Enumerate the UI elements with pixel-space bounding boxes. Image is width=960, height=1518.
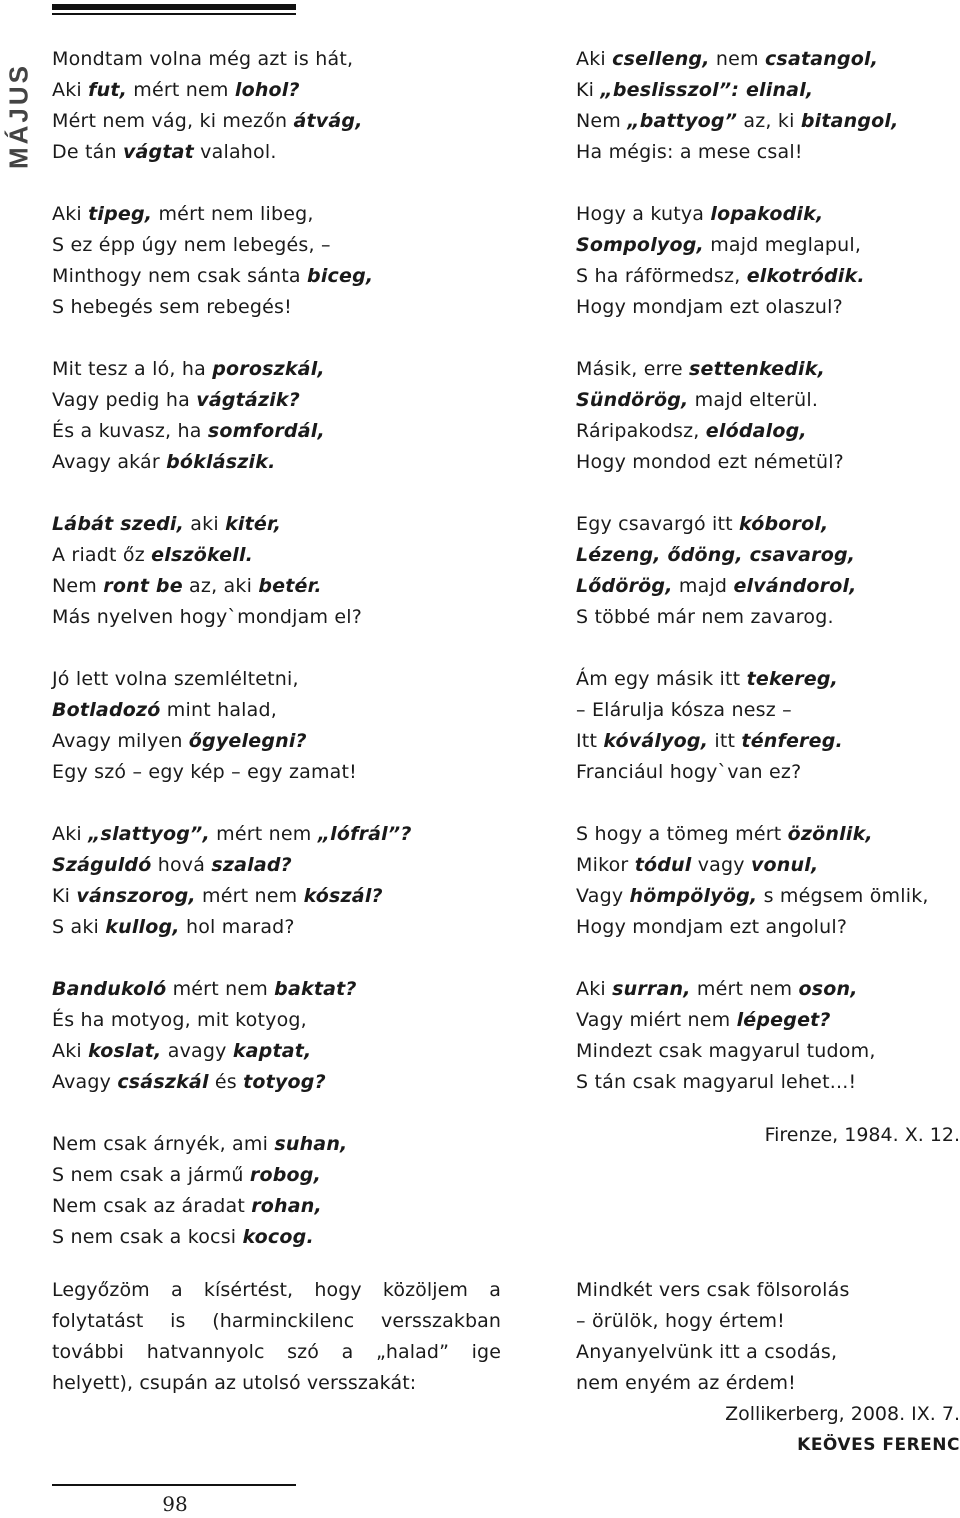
- emphasized-word: kaptat,: [232, 1040, 312, 1062]
- emphasized-word: tekereg,: [746, 668, 839, 690]
- emphasized-word: Száguldó: [52, 854, 152, 876]
- poem-line: Aki „slattyog”, mért nem „lófrál”?: [52, 823, 412, 845]
- poem-line: Nem csak árnyék, ami suhan,: [52, 1133, 348, 1155]
- poem-line: Avagy császkál és totyog?: [52, 1071, 326, 1093]
- poem-line: Ki „beslisszol”: elinal,: [576, 79, 814, 101]
- poem-line: nem enyém az érdem!: [576, 1372, 796, 1394]
- first-dateline: Firenze, 1984. X. 12.: [764, 1124, 960, 1146]
- poem-line: Vagy miért nem lépeget?: [576, 1009, 831, 1031]
- poem-line: Aki koslat, avagy kaptat,: [52, 1040, 312, 1062]
- emphasized-word: lépeget?: [736, 1009, 831, 1031]
- emphasized-word: hömpölyög,: [629, 885, 758, 907]
- stanza: [576, 44, 960, 168]
- emphasized-word: lopakodik,: [710, 203, 824, 225]
- emphasized-word: kocog.: [242, 1226, 314, 1248]
- poem-line: – örülök, hogy értem!: [576, 1310, 785, 1332]
- emphasized-word: vonul,: [750, 854, 819, 876]
- poem-line: S ha ráförmedsz, elkotródik.: [576, 265, 865, 287]
- stanza: [576, 664, 960, 788]
- poem-line: Száguldó hová szalad?: [52, 854, 292, 876]
- emphasized-word: vágtat: [122, 141, 194, 163]
- poem-line: Anyanyelvünk itt a csodás,: [576, 1341, 838, 1363]
- poem-line: Jó lett volna szemléltetni,: [52, 668, 299, 690]
- poem-line: Avagy akár bóklászik.: [52, 451, 276, 473]
- emphasized-word: kóvályog,: [603, 730, 709, 752]
- poem-line: S aki kullog, hol marad?: [52, 916, 295, 938]
- author-name: KEÖVES FERENC: [797, 1435, 960, 1455]
- stanza: [52, 819, 512, 943]
- emphasized-word: Bandukoló: [52, 978, 167, 1000]
- emphasized-word: „beslisszol”: elinal,: [600, 79, 814, 101]
- emphasized-word: Lézeng, ődöng, csavarog,: [576, 544, 856, 566]
- poem-line: Ha mégis: a mese csal!: [576, 141, 803, 163]
- emphasized-word: átvág,: [293, 110, 363, 132]
- stanza: [576, 509, 960, 633]
- poem-line: Lődörög, majd elvándorol,: [576, 575, 857, 597]
- poem-line: Botladozó mint halad,: [52, 699, 277, 721]
- emphasized-word: kullog,: [105, 916, 180, 938]
- poem-line: S hogy a tömeg mért özönlik,: [576, 823, 873, 845]
- stanza: [576, 819, 960, 943]
- emphasized-word: betér.: [258, 575, 322, 597]
- poem-left-column: [52, 44, 512, 1284]
- page-number: 98: [162, 1492, 188, 1516]
- poem-line: Bandukoló mért nem baktat?: [52, 978, 357, 1000]
- poem-line: S hebegés sem rebegés!: [52, 296, 292, 318]
- poem-line: Aki cselleng, nem csatangol,: [576, 48, 879, 70]
- top-rule-thin: [52, 13, 296, 15]
- poem-line: Nem „battyog” az, ki bitangol,: [576, 110, 899, 132]
- poem-line: Sompolyog, majd meglapul,: [576, 234, 862, 256]
- emphasized-word: ront be: [103, 575, 183, 597]
- emphasized-word: robog,: [249, 1164, 321, 1186]
- poem-line: Ráripakodsz, elódalog,: [576, 420, 807, 442]
- poem-line: Itt kóvályog, itt ténfereg.: [576, 730, 843, 752]
- poem-right-column: [576, 44, 960, 1129]
- stanza: [576, 974, 960, 1098]
- emphasized-word: „lófrál”?: [317, 823, 412, 845]
- emphasized-word: őgyelegni?: [188, 730, 307, 752]
- emphasized-word: elszökell.: [151, 544, 254, 566]
- emphasized-word: tipeg,: [88, 203, 153, 225]
- emphasized-word: bóklászik.: [166, 451, 276, 473]
- poem-line: S nem csak a kocsi kocog.: [52, 1226, 314, 1248]
- poem-line: Mindkét vers csak fölsorolás: [576, 1279, 850, 1301]
- emphasized-word: kószál?: [303, 885, 383, 907]
- poem-line: Vagy pedig ha vágtázik?: [52, 389, 300, 411]
- second-dateline: Zollikerberg, 2008. IX. 7.: [725, 1403, 960, 1425]
- month-label-text: MÁJUS: [3, 62, 34, 170]
- poem-line: S nem csak a jármű robog,: [52, 1164, 321, 1186]
- poem-line: – Elárulja kósza nesz –: [576, 699, 792, 721]
- final-stanza-lines: [576, 1275, 960, 1399]
- emphasized-word: suhan,: [274, 1133, 348, 1155]
- poem-line: [576, 540, 960, 571]
- poem-line: Lábát szedi, aki kitér,: [52, 513, 282, 535]
- poem-line: Mindezt csak magyarul tudom,: [576, 1040, 876, 1062]
- emphasized-word: kóborol,: [739, 513, 829, 535]
- poem-line: És ha motyog, mit kotyog,: [52, 1009, 307, 1031]
- stanza: [52, 1129, 512, 1253]
- poem-line: Nem ront be az, aki betér.: [52, 575, 322, 597]
- emphasized-word: özönlik,: [787, 823, 873, 845]
- poem-line: Mondtam volna még azt is hát,: [52, 48, 354, 70]
- emphasized-word: szalad?: [211, 854, 292, 876]
- emphasized-word: Lődörög,: [576, 575, 673, 597]
- poem-line: A riadt őz elszökell.: [52, 544, 254, 566]
- emphasized-word: totyog?: [243, 1071, 326, 1093]
- stanza: [52, 509, 512, 633]
- emphasized-word: biceg,: [307, 265, 374, 287]
- poem-line: Vagy hömpölyög, s mégsem ömlik,: [576, 885, 929, 907]
- stanza: [576, 354, 960, 478]
- poem-line: S tán csak magyarul lehet...!: [576, 1071, 857, 1093]
- emphasized-word: Lábát szedi,: [52, 513, 185, 535]
- poem-line: Avagy milyen őgyelegni?: [52, 730, 307, 752]
- bottom-rule: [52, 1484, 296, 1486]
- poem-line: Hogy mondjam ezt angolul?: [576, 916, 848, 938]
- emphasized-word: rohan,: [251, 1195, 322, 1217]
- emphasized-word: oson,: [798, 978, 858, 1000]
- emphasized-word: Sompolyog,: [576, 234, 704, 256]
- poem-line: Hogy mondod ezt németül?: [576, 451, 844, 473]
- emphasized-word: surran,: [612, 978, 691, 1000]
- poem-line: Hogy mondjam ezt olaszul?: [576, 296, 843, 318]
- emphasized-word: elvándorol,: [733, 575, 857, 597]
- emphasized-word: tódul: [634, 854, 692, 876]
- poem-line: Mért nem vág, ki mezőn átvág,: [52, 110, 363, 132]
- emphasized-word: kitér,: [225, 513, 282, 535]
- emphasized-word: Sündörög,: [576, 389, 689, 411]
- poem-line: Mit tesz a ló, ha poroszkál,: [52, 358, 325, 380]
- emphasized-word: csatangol,: [764, 48, 879, 70]
- poem-line: Nem csak az áradat rohan,: [52, 1195, 322, 1217]
- emphasized-word: baktat?: [274, 978, 357, 1000]
- poem-line: Egy szó – egy kép – egy zamat!: [52, 761, 357, 783]
- poem-line: Másik, erre settenkedik,: [576, 358, 825, 380]
- emphasized-word: cselleng,: [612, 48, 710, 70]
- poem-line: Aki surran, mért nem oson,: [576, 978, 858, 1000]
- emphasized-word: Botladozó: [52, 699, 161, 721]
- poem-line: Aki fut, mért nem lohol?: [52, 79, 300, 101]
- emphasized-word: ténfereg.: [741, 730, 843, 752]
- emphasized-word: vánszorog,: [76, 885, 196, 907]
- emphasized-word: lohol?: [234, 79, 300, 101]
- stanza: [52, 974, 512, 1098]
- first-dateline-wrap: [576, 1120, 960, 1151]
- emphasized-word: poroszkál,: [212, 358, 325, 380]
- poem-line: Mikor tódul vagy vonul,: [576, 854, 819, 876]
- poem-line: Más nyelven hogy`mondjam el?: [52, 606, 363, 628]
- emphasized-word: elkotródik.: [746, 265, 865, 287]
- month-label: [1, 46, 37, 186]
- stanza: [52, 354, 512, 478]
- top-rule-thick: [52, 4, 296, 10]
- poem-line: Sündörög, majd elterül.: [576, 389, 819, 411]
- emphasized-word: vágtázik?: [196, 389, 300, 411]
- stanza: [52, 44, 512, 168]
- poem-line: Hogy a kutya lopakodik,: [576, 203, 824, 225]
- emphasized-word: „slattyog”,: [88, 823, 210, 845]
- poem-line: Egy csavargó itt kóborol,: [576, 513, 829, 535]
- stanza: [52, 664, 512, 788]
- emphasized-word: koslat,: [88, 1040, 162, 1062]
- poem-line: Ám egy másik itt tekereg,: [576, 668, 839, 690]
- poem-line: Ki vánszorog, mért nem kószál?: [52, 885, 383, 907]
- poem-line: És a kuvasz, ha somfordál,: [52, 420, 325, 442]
- emphasized-word: „battyog”: [627, 110, 738, 132]
- poem-line: De tán vágtat valahol.: [52, 141, 277, 163]
- prose-paragraph: Legyőzöm a kísértést, hogy közöljem a folytatást is (harminckilenc versszakban további hatvannyolc szó a „halad” ige helyett), csupán az utolsó versszakát:: [52, 1279, 501, 1394]
- poem-line: Minthogy nem csak sánta biceg,: [52, 265, 374, 287]
- emphasized-word: császkál: [117, 1071, 209, 1093]
- stanza: [576, 199, 960, 323]
- poem-line: S ez épp úgy nem lebegés, –: [52, 234, 331, 256]
- emphasized-word: elódalog,: [705, 420, 807, 442]
- emphasized-word: settenkedik,: [689, 358, 825, 380]
- final-stanza: [576, 1275, 960, 1461]
- emphasized-word: fut,: [88, 79, 128, 101]
- poem-line: Aki tipeg, mért nem libeg,: [52, 203, 314, 225]
- emphasized-word: somfordál,: [207, 420, 325, 442]
- emphasized-word: bitangol,: [800, 110, 899, 132]
- poem-line: Franciául hogy`van ez?: [576, 761, 802, 783]
- stanza: [52, 199, 512, 323]
- poem-line: S többé már nem zavarog.: [576, 606, 834, 628]
